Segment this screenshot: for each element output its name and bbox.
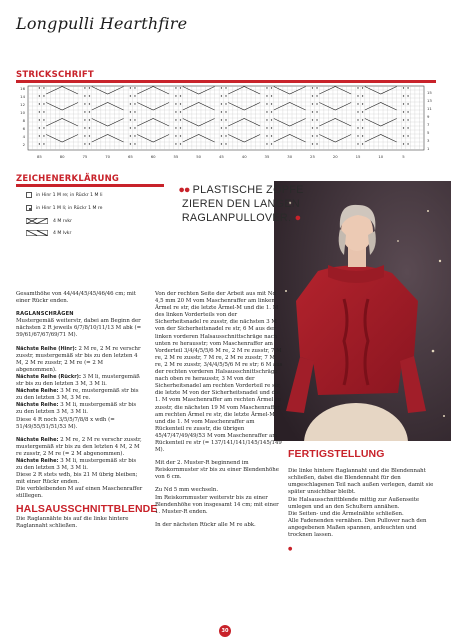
purl-dot <box>403 103 404 104</box>
purl-dot <box>357 87 358 88</box>
stitch-number: 35 <box>264 154 270 159</box>
purl-dot <box>225 103 226 104</box>
section-heading-fertigstellung: FERTIGSTELLUNG <box>288 448 385 461</box>
row-label: Nächste Reihe (Rückr): <box>16 373 81 380</box>
purl-dot <box>89 143 90 144</box>
purl-dot <box>407 143 408 144</box>
purl-dot <box>221 143 222 144</box>
end-marker-icon: ● <box>288 546 293 553</box>
row-number-left: 10 <box>20 110 25 115</box>
purl-dot <box>134 87 135 88</box>
purl-dot <box>89 87 90 88</box>
purl-dot <box>362 87 363 88</box>
purl-dot <box>89 111 90 112</box>
row-label: Nächste Reihe: <box>16 402 59 409</box>
purl-dot <box>84 95 85 96</box>
purl-dot <box>271 127 272 128</box>
purl-dot <box>407 87 408 88</box>
purl-dot <box>225 87 226 88</box>
section-heading-halsausschnittblende: HALSAUSSCHNITTBLENDE <box>16 502 158 515</box>
purl-dot <box>357 119 358 120</box>
instruction-row <box>16 402 144 416</box>
stitch-number: 40 <box>241 154 247 159</box>
purl-dot <box>180 111 181 112</box>
purl-dot <box>43 111 44 112</box>
cable-left-icon <box>26 230 48 236</box>
stitch-number: 5 <box>402 154 405 159</box>
knitting-chart-svg <box>16 84 436 166</box>
purl-dot <box>175 119 176 120</box>
paragraph: Von der rechten Seite der Arbeit aus mit Nd 4,5 mm 20 M vom Maschenraffer am linken Ärmel re str, die letzte Ärmel-M und die 1. M des linken Vorderteils von der Sicherheitsnadel re zusstr, die nächsten 3 M von der Sicherheitsnadel re str, 6 M aus der linken vorderen Halsausschnittschräge nach unten re herausstr; vom Maschenraffer am Vorderteil 3/4/4/5/5/6 M re, 2 M re zusstr, 7 M re, 2 M re zusstr, 7 M re, 2 M re zusstr, 7 M re, 2 M re zusstr, 3/4/4/5/5/6 M re str; 6 M aus der rechten vorderen Halsausschnittschräge nach oben re herausstr, 3 M von der Sicherheitsnadel am rechten Vorderteil re str, die letzte M von der Sicherheitsnadel und die 1. M vom Maschenraffer am rechten Ärmel re zusstr, die nächsten 19 M vom Maschenraffer am rechten Ärmel re str, die letzte Ärmel-M und die 1. M vom Maschenraffer am Rückenteil re zusstr, die übrigen 45/47/47/49/49/53 M vom Maschenraffer am Rückenteil re str (= 137/141/141/145/145/149 M). <box>155 291 283 454</box>
paragraph: Diese 2 R stets wdh, bis 21 M übrig bleiben; mit einer Rückr enden. <box>16 472 138 486</box>
stitch-number: 60 <box>150 154 156 159</box>
purl-dot <box>134 95 135 96</box>
purl-dot <box>362 119 363 120</box>
purl-dot <box>312 103 313 104</box>
purl-dot <box>403 87 404 88</box>
purl-dot <box>316 135 317 136</box>
purl-dot <box>175 103 176 104</box>
purl-dot <box>271 135 272 136</box>
row-number-left: 14 <box>20 94 25 99</box>
stitch-number: 10 <box>378 154 384 159</box>
purl-dot <box>130 111 131 112</box>
purl-dot <box>180 135 181 136</box>
feature-headline-text: PLASTISCHE ZÖPFE ZIEREN DEN LANGEN RAGLANPULLOVER. <box>181 184 304 224</box>
purl-dot <box>316 111 317 112</box>
purl-dot <box>180 95 181 96</box>
purl-dot <box>316 119 317 120</box>
purl-dot <box>43 127 44 128</box>
purl-dot <box>84 111 85 112</box>
section-subheading: RAGLANSCHRÄGEN <box>16 311 74 318</box>
stitch-number: 45 <box>219 154 224 159</box>
purl-dot <box>130 87 131 88</box>
purl-dot <box>221 119 222 120</box>
row-label: Nächste Reihe: <box>16 457 59 464</box>
purl-dot <box>39 119 40 120</box>
purl-dot <box>84 127 85 128</box>
instruction-row <box>16 437 144 458</box>
instructions-column-3 <box>288 441 438 553</box>
purl-dot <box>407 135 408 136</box>
purl-dot <box>84 103 85 104</box>
row-text: 3 M li, mustergemäß str bis zu den letzten 3 M, 3 M li. <box>16 373 140 388</box>
row-number-left: 12 <box>20 102 25 107</box>
purl-dot <box>312 111 313 112</box>
purl-dot <box>316 127 317 128</box>
row-number-right: 9 <box>427 114 430 119</box>
paragraph: Mit der 2. Muster-R beginnend im Reiskornmuster str bis zu einer Blendenhöhe von 6 cm. <box>155 460 279 481</box>
instruction-row <box>16 374 144 388</box>
stitch-number: 25 <box>310 154 315 159</box>
stitch-number: 30 <box>287 154 293 159</box>
purl-dot <box>130 135 131 136</box>
row-text: 2 M re, 2 M re verschr zusstr, mustergemäß str bis zu den letzten 4 M, 2 M re zusstr, 2 M re (= 2 M abgenommen). <box>16 436 142 457</box>
legend-item <box>26 230 71 236</box>
legend-label: in Hinr 1 M li; in Rückr 1 M re <box>36 205 103 211</box>
page-number: 30 <box>219 625 231 637</box>
purl-dot <box>225 119 226 120</box>
purl-dot <box>43 135 44 136</box>
strickschrift-rule <box>16 80 436 83</box>
paragraph: Gesamthöhe von 44/44/45/45/46/46 cm; mit einer Rückr enden. <box>16 291 136 305</box>
empty-box-icon <box>26 192 32 198</box>
purl-dot <box>316 103 317 104</box>
row-number-right: 1 <box>427 146 430 151</box>
purl-dot <box>43 87 44 88</box>
row-number-right: 15 <box>427 90 432 95</box>
purl-dot <box>221 111 222 112</box>
legend-item <box>26 205 103 211</box>
row-number-left: 6 <box>22 126 25 131</box>
purl-dot <box>130 127 131 128</box>
purl-dot <box>130 119 131 120</box>
purl-dot <box>84 143 85 144</box>
purl-dot <box>266 127 267 128</box>
purl-dot <box>407 95 408 96</box>
row-label: Nächste Reihe: <box>16 436 59 443</box>
purl-dot <box>134 111 135 112</box>
purl-dot <box>221 135 222 136</box>
purl-dot <box>362 103 363 104</box>
purl-dot <box>175 87 176 88</box>
row-text: 2 M re, 2 M re verschr zusstr, mustergemäß str bis zu den letzten 4 M, 2 M re zusstr, 2 M re (= 2 M abgenommen). <box>16 345 141 373</box>
purl-dot <box>134 127 135 128</box>
purl-dot <box>407 127 408 128</box>
purl-dot <box>84 135 85 136</box>
stitch-number: 85 <box>36 154 42 159</box>
paragraph: In der nächsten Rückr alle M re abk. <box>155 521 256 528</box>
purl-dot <box>180 119 181 120</box>
purl-dot <box>357 111 358 112</box>
stitch-number: 50 <box>196 154 202 159</box>
purl-dot <box>312 95 313 96</box>
strickschrift-heading: STRICKSCHRIFT <box>16 70 94 80</box>
legend-item <box>26 218 72 224</box>
purl-dot <box>43 103 44 104</box>
purl-dot <box>266 143 267 144</box>
purl-dot <box>316 87 317 88</box>
stitch-number: 80 <box>59 154 65 159</box>
purl-dot <box>175 135 176 136</box>
purl-dot <box>175 127 176 128</box>
row-number-right: 7 <box>427 122 430 127</box>
purl-dot <box>271 111 272 112</box>
bullet-dots-icon: ●● <box>178 184 190 196</box>
purl-dot <box>357 127 358 128</box>
row-number-right: 5 <box>427 130 430 135</box>
paragraph: Diese 4 R noch 3/5/5/7/8/8 x wdh (= 51/49/55/51/51/53 M). <box>16 416 115 430</box>
legend-label: 4 M rvkr <box>53 218 72 224</box>
purl-dot <box>175 95 176 96</box>
purl-dot <box>225 95 226 96</box>
row-number-left: 16 <box>20 86 25 91</box>
purl-dot <box>357 143 358 144</box>
bullet-dot-icon: ● <box>294 212 301 224</box>
purl-dot <box>130 143 131 144</box>
purl-dot <box>407 103 408 104</box>
purl-dot <box>130 103 131 104</box>
purl-dot <box>312 127 313 128</box>
purl-dot <box>134 135 135 136</box>
purl-dot <box>180 103 181 104</box>
dot-box-icon <box>26 205 32 211</box>
instruction-row <box>16 346 144 374</box>
paragraph: Im Reiskornmuster weiterstr bis zu einer Blendenhöhe von insgesamt 14 cm; mit einer 1. Muster-R enden. <box>155 494 279 515</box>
purl-dot <box>134 119 135 120</box>
purl-dot <box>362 135 363 136</box>
purl-dot <box>266 119 267 120</box>
purl-dot <box>225 135 226 136</box>
legend-label: in Hinr 1 M re; in Rückr 1 M li <box>36 192 103 198</box>
purl-dot <box>180 127 181 128</box>
purl-dot <box>39 103 40 104</box>
row-number-right: 11 <box>427 106 432 111</box>
purl-dot <box>271 95 272 96</box>
purl-dot <box>312 135 313 136</box>
purl-dot <box>89 127 90 128</box>
purl-dot <box>225 143 226 144</box>
purl-dot <box>266 135 267 136</box>
purl-dot <box>39 95 40 96</box>
purl-dot <box>84 119 85 120</box>
purl-dot <box>89 135 90 136</box>
purl-dot <box>357 135 358 136</box>
purl-dot <box>362 111 363 112</box>
purl-dot <box>271 103 272 104</box>
purl-dot <box>180 143 181 144</box>
purl-dot <box>312 87 313 88</box>
purl-dot <box>180 87 181 88</box>
purl-dot <box>134 143 135 144</box>
purl-dot <box>225 111 226 112</box>
purl-dot <box>43 119 44 120</box>
purl-dot <box>39 135 40 136</box>
purl-dot <box>221 103 222 104</box>
purl-dot <box>89 119 90 120</box>
purl-dot <box>43 95 44 96</box>
purl-dot <box>221 95 222 96</box>
instruction-row <box>16 458 144 472</box>
purl-dot <box>403 127 404 128</box>
purl-dot <box>407 111 408 112</box>
row-label: Nächste Reihe (Hinr): <box>16 345 77 352</box>
legend-item <box>26 192 103 198</box>
purl-dot <box>312 119 313 120</box>
purl-dot <box>134 103 135 104</box>
feature-headline <box>176 183 306 225</box>
purl-dot <box>266 87 267 88</box>
purl-dot <box>89 95 90 96</box>
purl-dot <box>271 119 272 120</box>
purl-dot <box>39 143 40 144</box>
row-text: 3 M re, mustergemäß str bis zu den letzten 3 M, 3 M re. <box>16 388 139 402</box>
row-number-right: 3 <box>427 138 430 143</box>
stitch-number: 65 <box>127 154 133 159</box>
purl-dot <box>271 87 272 88</box>
purl-dot <box>175 111 176 112</box>
cable-right-icon <box>26 218 48 224</box>
row-text: 3 M li, mustergemäß str bis zu den letzten 3 M, 3 M li. <box>16 402 137 416</box>
purl-dot <box>407 119 408 120</box>
purl-dot <box>39 127 40 128</box>
purl-dot <box>362 127 363 128</box>
paragraph: Mustergemäß weiterstr, dabei am Beginn der nächsten 2 R jeweils 6/7/8/10/11/13 M abk (= 59/61/67/67/69/71 M). <box>16 318 142 339</box>
purl-dot <box>312 143 313 144</box>
row-number-left: 4 <box>22 134 25 139</box>
purl-dot <box>89 103 90 104</box>
row-label: Nächste Reihe: <box>16 388 59 395</box>
purl-dot <box>130 95 131 96</box>
purl-dot <box>357 95 358 96</box>
paragraph: Die linke hintere Raglannaht und die Blendennaht schließen, dabei die Blendennaht für den umgeschlagenen Teil nach außen verlegen, damit sie später unsichtbar bleibt. Die Halsausschnittblende mittig zur Außenseite umlegen und an den Schultern annähen. Die Seiten- und die Ärmelnähte schließen. Alle Fadenenden vernähen. Den Pullover nach den angegebenen Maßen spannen, anfeuchten und trocknen lassen. <box>288 468 434 539</box>
purl-dot <box>362 95 363 96</box>
row-number-left: 8 <box>22 118 25 123</box>
knitting-chart <box>16 84 436 166</box>
purl-dot <box>357 103 358 104</box>
purl-dot <box>266 111 267 112</box>
paragraph: Zu Nd 5 mm wechseln. <box>155 487 219 494</box>
purl-dot <box>221 127 222 128</box>
purl-dot <box>403 111 404 112</box>
purl-dot <box>403 143 404 144</box>
page-title: Longpulli Hearthfire <box>16 14 188 33</box>
purl-dot <box>316 143 317 144</box>
purl-dot <box>225 127 226 128</box>
purl-dot <box>403 135 404 136</box>
purl-dot <box>362 143 363 144</box>
purl-dot <box>84 87 85 88</box>
purl-dot <box>271 143 272 144</box>
stitch-number: 15 <box>355 154 361 159</box>
purl-dot <box>266 95 267 96</box>
purl-dot <box>403 119 404 120</box>
row-number-left: 2 <box>22 142 25 147</box>
paragraph: Die verbleibenden M auf einen Maschenraffer stilllegen. <box>16 486 143 500</box>
stitch-number: 55 <box>173 154 179 159</box>
purl-dot <box>39 111 40 112</box>
row-text: 3 M li, mustergemäß str bis zu den letzten 3 M, 3 M li. <box>16 457 137 472</box>
purl-dot <box>221 87 222 88</box>
purl-dot <box>403 95 404 96</box>
legend-label: 4 M lvkr <box>53 230 72 236</box>
row-number-right: 13 <box>427 98 432 103</box>
stitch-number: 75 <box>82 154 88 159</box>
purl-dot <box>39 87 40 88</box>
zeichenerklaerung-rule <box>16 184 164 187</box>
instructions-column-1 <box>16 291 158 530</box>
purl-dot <box>43 143 44 144</box>
purl-dot <box>175 143 176 144</box>
stitch-number: 70 <box>105 154 111 159</box>
paragraph: Die Raglannähte bis auf die linke hintere Raglannaht schließen. <box>16 515 129 529</box>
stitch-number: 20 <box>332 154 338 159</box>
instruction-row <box>16 388 144 402</box>
zeichenerklaerung-heading: ZEICHENERKLÄRUNG <box>16 174 120 184</box>
instructions-column-2 <box>155 291 283 529</box>
purl-dot <box>266 103 267 104</box>
purl-dot <box>316 95 317 96</box>
